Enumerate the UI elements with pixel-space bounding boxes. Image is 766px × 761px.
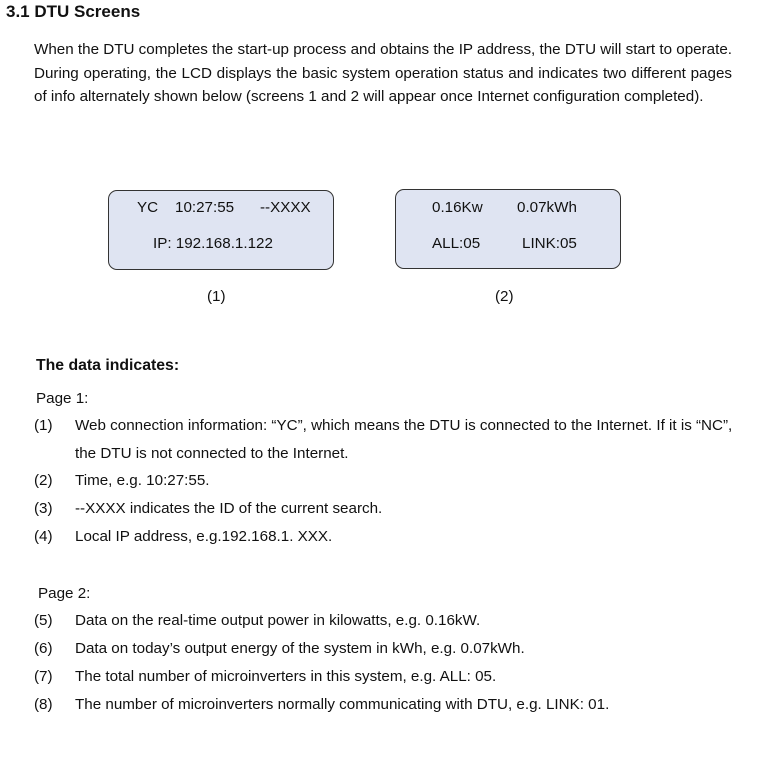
item-text: Data on the real-time output power in kilowatts, e.g. 0.16kW. <box>75 612 481 629</box>
item-text: Local IP address, e.g.192.168.1. XXX. <box>75 528 333 545</box>
lcd-time: 10:27:55 <box>175 199 235 216</box>
item-number: (3) <box>34 500 53 517</box>
section-heading: 3.1 DTU Screens <box>6 2 141 21</box>
screen-2-caption: (2) <box>495 288 514 305</box>
page-1-label: Page 1: <box>36 390 89 407</box>
lcd-power: 0.16Kw <box>432 199 483 216</box>
item-number: (2) <box>34 472 53 489</box>
item-number: (5) <box>34 612 53 629</box>
lcd-screen-2 <box>395 189 621 269</box>
item-number: (7) <box>34 668 53 685</box>
lcd-search-id: --XXXX <box>260 199 311 216</box>
lcd-ip-address: IP: 192.168.1.122 <box>153 235 273 252</box>
item-number: (4) <box>34 528 53 545</box>
item-text: Time, e.g. 10:27:55. <box>75 472 210 489</box>
lcd-screen-1 <box>108 190 334 270</box>
screen-1-caption: (1) <box>207 288 226 305</box>
lcd-all-count: ALL:05 <box>432 235 481 252</box>
intro-paragraph: When the DTU completes the start-up process and obtains the IP address, the DTU will start to operate. During operating, the LCD displays the basic system operation status and indicates two different pages of info alternately shown below (screens 1 and 2 will appear once Internet configuration completed). <box>34 41 732 105</box>
page-2-label: Page 2: <box>38 585 91 602</box>
lcd-energy: 0.07kWh <box>517 199 577 216</box>
item-number: (6) <box>34 640 53 657</box>
item-text: The total number of microinverters in this system, e.g. ALL: 05. <box>75 668 497 685</box>
item-text: --XXXX indicates the ID of the current search. <box>75 500 383 517</box>
item-number: (8) <box>34 696 53 713</box>
lcd-link-count: LINK:05 <box>522 235 577 252</box>
item-text: Web connection information: “YC”, which means the DTU is connected to the Internet. If it is “NC”, the DTU is not connected to the Internet. <box>75 417 733 462</box>
lcd-status: YC <box>137 199 159 216</box>
data-section-title: The data indicates: <box>36 357 180 374</box>
item-number: (1) <box>34 417 53 434</box>
item-text: Data on today’s output energy of the system in kWh, e.g. 0.07kWh. <box>75 640 525 657</box>
item-text: The number of microinverters normally communicating with DTU, e.g. LINK: 01. <box>75 696 610 713</box>
